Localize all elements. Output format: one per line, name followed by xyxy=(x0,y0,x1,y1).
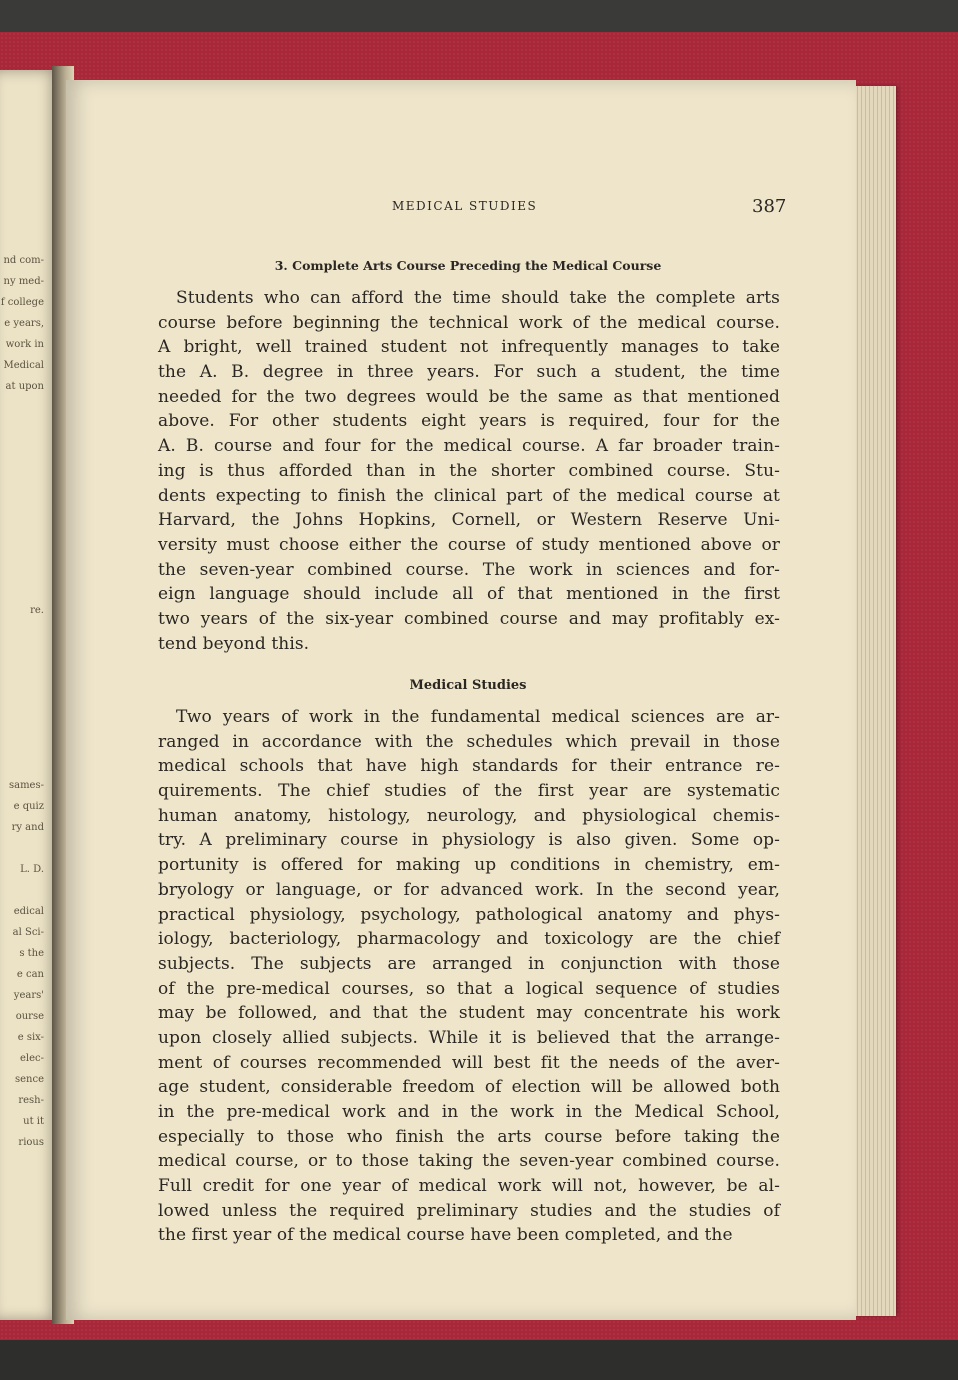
text-line: ranged in accordance with the schedules which prevail in those xyxy=(158,731,780,752)
text-line: tend beyond this. xyxy=(158,633,310,654)
left-page-fragment: sames- xyxy=(8,780,44,791)
page-number: 387 xyxy=(752,196,787,217)
left-page-fragment: al Sci- xyxy=(12,927,44,938)
text-line: practical physiology, psychology, pathological anatomy and phys- xyxy=(158,904,780,925)
left-page-fragments-lower xyxy=(0,775,44,1153)
text-line: may be followed, and that the student may concentrate his work xyxy=(158,1003,780,1024)
text-line: iology, bacteriology, pharmacology and toxicology are the chief xyxy=(158,929,780,950)
text-line: upon closely allied subjects. While it is believed that the arrange- xyxy=(158,1027,780,1048)
left-page-fragment xyxy=(0,838,44,859)
left-page-fragment: e six- xyxy=(17,1032,44,1043)
left-page-fragment: f college xyxy=(0,297,44,308)
left-page-fragment: Medical xyxy=(3,360,44,371)
text-line: Harvard, the Johns Hopkins, Cornell, or Western Reserve Uni- xyxy=(158,510,780,531)
text-line: medical course, or to those taking the seven-year combined course. xyxy=(158,1151,780,1172)
text-line: A bright, well trained student not infrequently manages to take xyxy=(158,337,780,358)
text-line: versity must choose either the course of study mentioned above or xyxy=(158,534,780,555)
text-line: Full credit for one year of medical work will not, however, be al- xyxy=(158,1176,780,1197)
left-page xyxy=(0,70,60,1320)
text-line: especially to those who finish the arts course before taking the xyxy=(158,1126,780,1147)
text-line: dents expecting to finish the clinical part of the medical course at xyxy=(158,485,780,506)
left-page-fragment: e years, xyxy=(4,318,44,329)
text-line: human anatomy, histology, neurology, and physiological chemis- xyxy=(158,805,780,826)
text-line: eign language should include all of that mentioned in the first xyxy=(158,584,780,605)
left-page-fragment: at upon xyxy=(5,381,44,392)
text-line: subjects. The subjects are arranged in conjunction with those xyxy=(158,953,780,974)
left-page-fragment: rious xyxy=(18,1137,44,1148)
left-page-fragments-middle xyxy=(0,600,44,621)
text-line: A. B. course and four for the medical course. A far broader train- xyxy=(158,436,780,457)
left-page-fragment: s the xyxy=(19,948,44,959)
text-line: Students who can afford the time should take the complete arts xyxy=(176,288,780,308)
left-page-fragment: resh- xyxy=(18,1095,44,1106)
running-head: MEDICAL STUDIES xyxy=(392,199,538,213)
left-page-fragment: sence xyxy=(14,1074,44,1085)
section-heading-medical-studies: Medical Studies xyxy=(409,678,527,693)
text-line: quirements. The chief studies of the first year are systematic xyxy=(158,781,780,802)
left-page-fragment xyxy=(0,880,44,901)
left-page-fragment: e can xyxy=(16,969,44,980)
text-line: ment of courses recommended will best fit the needs of the aver- xyxy=(158,1052,780,1073)
section-body-complete-arts xyxy=(158,286,780,656)
left-page-fragment: elec- xyxy=(19,1053,44,1064)
text-line: the seven-year combined course. The work in sciences and for- xyxy=(158,559,780,580)
left-page-fragment: work in xyxy=(5,339,44,350)
text-line: above. For other students eight years is required, four for the xyxy=(158,411,780,432)
text-line: medical schools that have high standards for their entrance re- xyxy=(158,756,780,777)
left-page-fragment: ny med- xyxy=(3,276,44,287)
left-page-fragment: ourse xyxy=(15,1011,44,1022)
left-page-fragment: re. xyxy=(30,605,44,616)
left-page-fragment: ut it xyxy=(23,1116,44,1127)
text-line: two years of the six-year combined course and may profitably ex- xyxy=(158,608,780,629)
text-line: ing is thus afforded than in the shorter combined course. Stu- xyxy=(158,460,780,481)
left-page-fragment: edical xyxy=(13,906,44,917)
text-line: Two years of work in the fundamental medical sciences are ar- xyxy=(176,707,780,727)
text-line: portunity is offered for making up conditions in chemistry, em- xyxy=(158,855,780,876)
section-heading-complete-arts: 3. Complete Arts Course Preceding the Medical Course xyxy=(274,258,662,273)
text-line: try. A preliminary course in physiology is also given. Some op- xyxy=(158,830,780,851)
text-line: lowed unless the required preliminary studies and the studies of xyxy=(158,1200,780,1221)
left-page-fragment: L. D. xyxy=(20,864,44,875)
background-surface xyxy=(0,1340,958,1380)
text-line: course before beginning the technical work of the medical course. xyxy=(158,312,780,333)
text-line: age student, considerable freedom of election will be allowed both xyxy=(158,1077,780,1098)
left-page-fragment: nd com- xyxy=(3,255,44,266)
text-line: in the pre-medical work and in the work in the Medical School, xyxy=(158,1102,780,1122)
text-line: needed for the two degrees would be the same as that mentioned xyxy=(158,386,780,407)
text-line: of the pre-medical courses, so that a logical sequence of studies xyxy=(158,978,780,999)
left-page-fragments-upper xyxy=(0,250,44,397)
left-page-fragment: years' xyxy=(13,990,44,1001)
left-page-fragment: e quiz xyxy=(13,801,44,812)
section-body-medical-studies xyxy=(158,705,780,1248)
text-line: bryology or language, or for advanced work. In the second year, xyxy=(158,879,780,900)
text-line: the A. B. degree in three years. For such a student, the time xyxy=(158,362,780,383)
text-line: the first year of the medical course have been completed, and the xyxy=(158,1225,733,1246)
left-page-fragment: ry and xyxy=(11,822,44,833)
